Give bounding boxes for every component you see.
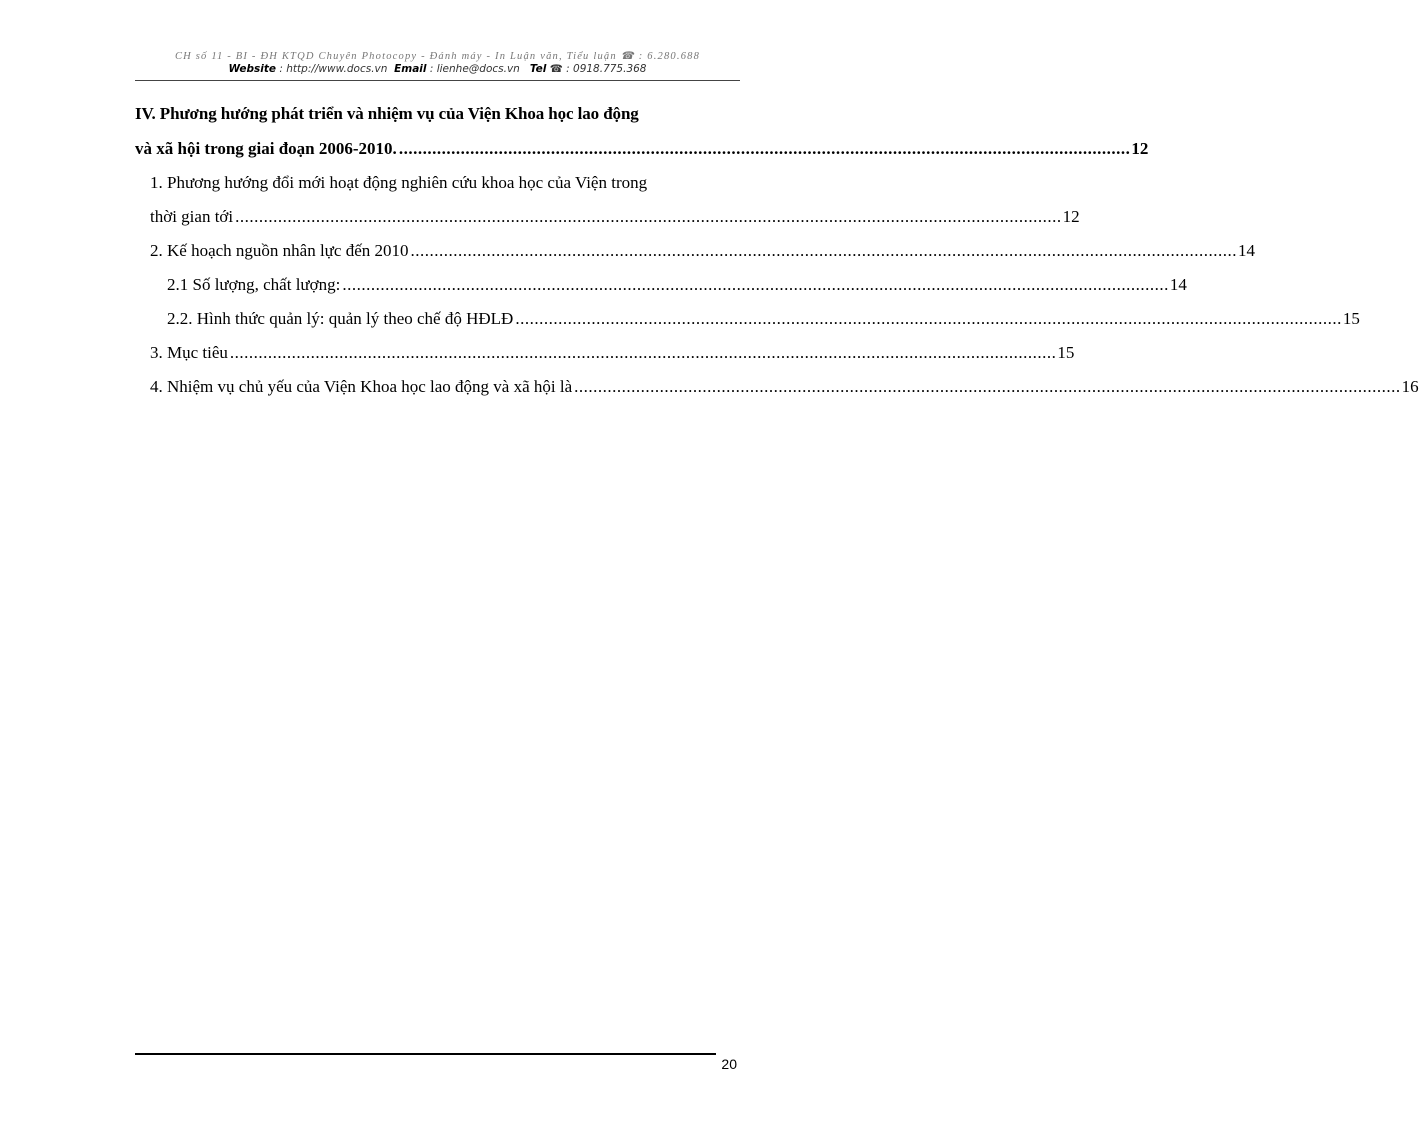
email-value: : lienhe@docs.vn bbox=[429, 63, 520, 75]
toc-page-number: 12 bbox=[1062, 207, 1080, 226]
header-line-1: CH số 11 - BI - ĐH KTQD Chuyên Photocopy - Đánh máy - In Luận văn, Tiểu luận ☎ : 6.280.688 bbox=[174, 51, 701, 62]
table-of-contents bbox=[135, 96, 1419, 404]
email-label: Email bbox=[394, 63, 427, 75]
toc-entry-title: 4. Nhiệm vụ chủ yếu của Viện Khoa học lao động và xã hội là bbox=[150, 377, 573, 396]
toc-page-number: 14 bbox=[1169, 275, 1187, 294]
header-line-2 bbox=[135, 63, 740, 76]
toc-entry-item-2-1 bbox=[135, 268, 1187, 302]
toc-leader-dots: .............................................................................................................................................................................. bbox=[574, 377, 1401, 396]
toc-leader-dots: .............................................................................................................................................................................. bbox=[515, 309, 1342, 328]
toc-page-number: 14 bbox=[1238, 241, 1255, 260]
toc-entry-title: 2. Kế hoạch nguồn nhân lực đến 2010 bbox=[150, 241, 409, 260]
toc-leader-dots: .............................................................................................................................................................................. bbox=[229, 343, 1057, 362]
toc-entry-title-line1: 1. Phương hướng đổi mới hoạt động nghiên cứu khoa học của Viện trong bbox=[150, 173, 648, 192]
toc-leader-dots: .............................................................................................................................................................................. bbox=[342, 275, 1169, 294]
header-rule bbox=[135, 80, 740, 81]
toc-page-number: 15 bbox=[1057, 343, 1075, 362]
toc-page-number: 15 bbox=[1342, 309, 1360, 328]
toc-leader-dots: .............................................................................................................................................................................. bbox=[410, 241, 1237, 260]
website-label: Website bbox=[228, 63, 277, 75]
page-number: 20 bbox=[721, 1056, 737, 1072]
toc-entry-title-line2: và xã hội trong giai đoạn 2006-2010. bbox=[135, 139, 397, 158]
toc-entry-item-3 bbox=[135, 336, 1075, 370]
toc-entry-item-1 bbox=[135, 166, 1080, 234]
toc-entry-title: 2.2. Hình thức quản lý: quản lý theo chế độ HĐLĐ bbox=[167, 309, 514, 328]
toc-entry-item-2 bbox=[135, 234, 1255, 268]
tel-value: ☎ : 0918.775.368 bbox=[549, 63, 647, 75]
footer-rule bbox=[135, 1053, 716, 1055]
toc-page-number: 16 bbox=[1401, 377, 1419, 396]
toc-entry-title: 3. Mục tiêu bbox=[150, 343, 228, 362]
tel-label: Tel bbox=[529, 63, 547, 75]
toc-entry-title-line1: IV. Phương hướng phát triển và nhiệm vụ của Viện Khoa học lao động bbox=[135, 104, 639, 123]
toc-leader-dots: .......................................................................................................................................................... bbox=[398, 139, 1131, 158]
toc-entry-title: 2.1 Số lượng, chất lượng: bbox=[167, 275, 341, 294]
toc-entry-item-4 bbox=[135, 370, 1419, 404]
website-value: : http://www.docs.vn bbox=[279, 63, 388, 75]
toc-leader-dots: .............................................................................................................................................................................. bbox=[235, 207, 1062, 226]
toc-entry-title-line2: thời gian tới bbox=[150, 207, 234, 226]
toc-entry-section-4 bbox=[135, 96, 1149, 166]
page-header bbox=[135, 50, 740, 76]
toc-entry-item-2-2 bbox=[135, 302, 1360, 336]
toc-page-number: 12 bbox=[1131, 139, 1149, 158]
